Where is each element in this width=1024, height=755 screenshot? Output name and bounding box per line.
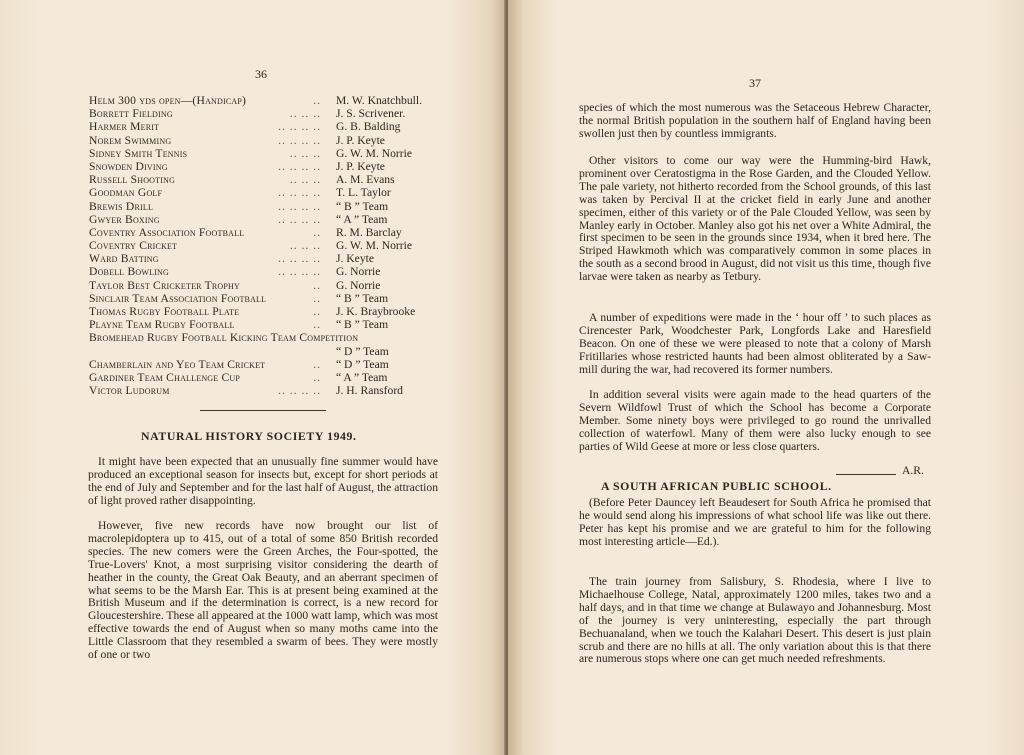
prize-event: Taylor Best Cricketer Trophy [89, 278, 240, 292]
prize-event: Coventry Cricket [89, 239, 178, 253]
south-african-heading: A SOUTH AFRICAN PUBLIC SCHOOL. [601, 479, 832, 493]
prize-winner: R. M. Barclay [336, 225, 402, 239]
prize-winner: T. L. Taylor [336, 186, 391, 200]
nhs-paragraph-6: In addition several visits were again made to the head quarters of the Severn Wildfowl Trust of which the School has become a Corporate Member. Some ninety boys were privileged to go round the unrivalled collection of waterfowl. Many of them were also lucky enough to see parties of Wild Geese at more or less close quarters. [579, 388, 931, 453]
prize-leader-dots: .. .. .. [289, 173, 321, 187]
prize-event: Russell Shooting [89, 173, 176, 187]
prize-row [89, 186, 459, 199]
prize-event: Norem Swimming [89, 133, 172, 147]
prize-row [89, 160, 459, 173]
prize-row [89, 226, 459, 239]
prize-row [89, 305, 459, 318]
prize-row [89, 318, 459, 331]
prize-event: Thomas Rugby Football Plate [89, 305, 240, 318]
editor-note: (Before Peter Dauncey left Beaudesert for South Africa he promised that he would send along his impressions of what school life was like out there. Peter has kept his promise and we are grateful to him for the following most interesting article—Ed.). [579, 496, 931, 548]
prize-row [89, 239, 459, 252]
prize-event: Bromehead Rugby Football Kicking Team Competition [89, 331, 359, 345]
prize-winner: G. W. M. Norrie [336, 146, 412, 160]
prize-event: Goodman Golf [89, 186, 163, 200]
prize-row [89, 371, 459, 384]
prize-row [89, 213, 459, 226]
prize-winner: “ B ” Team [336, 318, 389, 332]
nhs-paragraph-4: Other visitors to come our way were the Humming-bird Hawk, prominent over Ceratostigma in the Rose Garden, and the Clouded Yellow. The pale variety, not hitherto recorded from the School grounds, of this last was taken by Percival II at the cricket field in early June and another specimen, either of this variety or of the Pale Clouded Yellow, was seen by Manley early in October. Manley also got his net over a White Admiral, the first specimen to be seen in the grounds since 1934, when it bred here. The Striped Hawkmoth which was comparatively common in some places in the south as a second brood in August, did not visit us this time, though five larvae were taken as nearby as Tetbury. [579, 154, 931, 284]
prize-leader-dots: .. .. .. .. [278, 199, 321, 213]
prize-winner: “ B ” Team [336, 199, 389, 213]
nhs-paragraph-1: It might have been expected that an unusually fine summer would have produced an exceptional season for insects but, except for short periods at the end of July and September and for the last half of August, the attraction of light proved rather disappointing. [88, 455, 438, 507]
prize-event: Borrett Fielding [89, 107, 173, 121]
prize-winner: “ D ” Team [336, 357, 389, 371]
prize-event: Victor Ludorum [89, 384, 170, 398]
prize-event: Dobell Bowling [89, 265, 170, 279]
prize-leader-dots: .. .. .. .. [278, 265, 321, 279]
prize-row [89, 279, 459, 292]
prize-event: Harmer Merit [89, 120, 160, 134]
prize-leader-dots: .. .. .. [289, 146, 321, 160]
prize-winner: J. H. Ransford [336, 384, 403, 398]
prize-row [89, 200, 459, 213]
prize-leader-dots: .. .. .. .. [278, 252, 321, 266]
prize-leader-dots: .. [313, 278, 321, 292]
prize-leader-dots: .. .. .. .. [278, 186, 321, 200]
prize-winner: “ B ” Team [336, 291, 389, 305]
prize-row [89, 173, 459, 186]
signature-rule [836, 474, 896, 475]
prize-leader-dots: .. .. .. .. [278, 133, 321, 147]
prize-event: Gardiner Team Challenge Cup [89, 370, 241, 384]
prize-leader-dots: .. [313, 225, 321, 239]
nhs-paragraph-5: A number of expeditions were made in the ‘ hour off ’ to such places as Cirencester Park, Woodchester Park, Longfords Lake and Haresfield Beacon. On one of these we were pleased to note that a colony of Marsh Fritillaries whose restricted haunts had been almost obliterated by a Saw-mill during the war, had recovered its former numbers. [579, 311, 931, 376]
prize-winner: “ D ” Team [336, 344, 389, 358]
prize-row [89, 384, 459, 397]
prize-winner: J. P. Keyte [336, 159, 385, 173]
page-number-right: 37 [749, 76, 761, 90]
prize-row [89, 345, 459, 358]
prize-leader-dots: .. [313, 291, 321, 305]
prize-leader-dots: .. .. .. [289, 107, 321, 121]
prize-event: Sidney Smith Tennis [89, 146, 188, 160]
prize-leader-dots: .. [313, 318, 321, 332]
section-divider [200, 410, 326, 411]
prize-winner: “ A ” Team [336, 212, 388, 226]
prize-winner: J. P. Keyte [336, 133, 385, 147]
prize-leader-dots: .. [313, 357, 321, 371]
prize-winner: A. M. Evans [336, 173, 395, 187]
prize-row [89, 331, 459, 344]
prize-leader-dots: .. .. .. .. [278, 159, 321, 173]
page-number-left: 36 [255, 67, 267, 81]
prize-winner: G. Norrie [336, 278, 381, 292]
prize-winner: J. Keyte [336, 252, 374, 266]
prize-event: Sinclair Team Association Football [89, 291, 267, 305]
prize-row [89, 292, 459, 305]
prize-winner: G. Norrie [336, 265, 381, 279]
article-paragraph-1: The train journey from Salisbury, S. Rhodesia, where I live to Michaelhouse College, Natal, approximately 1200 miles, takes two and a half days, and in that time we change at Bulawayo and Johannesburg. Most of the journey is very uninteresting, especially the part through Bechuanaland, when we touch the Kalahari Desert. This desert is just plain scrub and there are no hills at all. The only variation about this is that there are numerous stops where one can get much needed refreshments. [579, 575, 931, 666]
prize-event: Snowden Diving [89, 159, 168, 173]
prize-leader-dots: .. .. .. .. [278, 120, 321, 134]
prize-event: Helm 300 yds open—(Handicap) [89, 94, 247, 107]
prize-leader-dots: .. [313, 94, 321, 107]
prize-event: Chamberlain and Yeo Team Cricket [89, 357, 266, 371]
prize-row [89, 265, 459, 278]
left-page [0, 0, 506, 755]
prize-leader-dots: .. .. .. [289, 239, 321, 253]
prize-row [89, 94, 459, 107]
prize-row [89, 358, 459, 371]
natural-history-heading: NATURAL HISTORY SOCIETY 1949. [141, 429, 357, 443]
prize-winner: J. K. Braybrooke [336, 305, 416, 318]
nhs-paragraph-2: However, five new records have now brought our list of macrolepidoptera up to 415, out of a total of some 850 British recorded species. The new comers were the Green Arches, the Four-spotted, the True-Lovers' Knot, a most surprising visitor considering the dearth of heather in the county, the Great Oak Beauty, and an aberrant specimen of what seems to be the Marsh Ear. This is at present being examined at the British Museum and if the determination is correct, is a new record for Gloucestershire. These all appeared at the 1000 watt lamp, which was most effective towards the end of August when so many moths came into the Little Classroom that they resembled a swarm of bees. They were mostly of one or two [88, 519, 438, 662]
prize-event: Gwyer Boxing [89, 212, 160, 226]
prize-event: Coventry Association Football [89, 225, 245, 239]
prize-row [89, 120, 459, 133]
nhs-paragraph-3: species of which the most numerous was the Setaceous Hebrew Character, the normal British population in the southern half of England having been swollen just then by countless immigrants. [579, 101, 931, 140]
prize-leader-dots: .. .. .. .. [278, 384, 321, 398]
prize-winner: M. W. Knatchbull. [336, 94, 422, 107]
prize-row [89, 147, 459, 160]
prize-winner: J. S. Scrivener. [336, 107, 406, 121]
signature: A.R. [902, 464, 924, 477]
prize-row [89, 134, 459, 147]
prize-leader-dots: .. [313, 305, 321, 318]
prize-row [89, 107, 459, 120]
prize-event: Playne Team Rugby Football [89, 318, 235, 332]
prize-row [89, 252, 459, 265]
prize-leader-dots: .. [313, 370, 321, 384]
prize-winner: “ A ” Team [336, 370, 388, 384]
prize-event: Ward Batting [89, 252, 159, 266]
prize-winner: G. B. Balding [336, 120, 401, 134]
prize-winner: G. W. M. Norrie [336, 239, 412, 253]
prize-leader-dots: .. .. .. .. [278, 212, 321, 226]
prize-event: Brewis Drill [89, 199, 154, 213]
prize-list [89, 94, 459, 397]
